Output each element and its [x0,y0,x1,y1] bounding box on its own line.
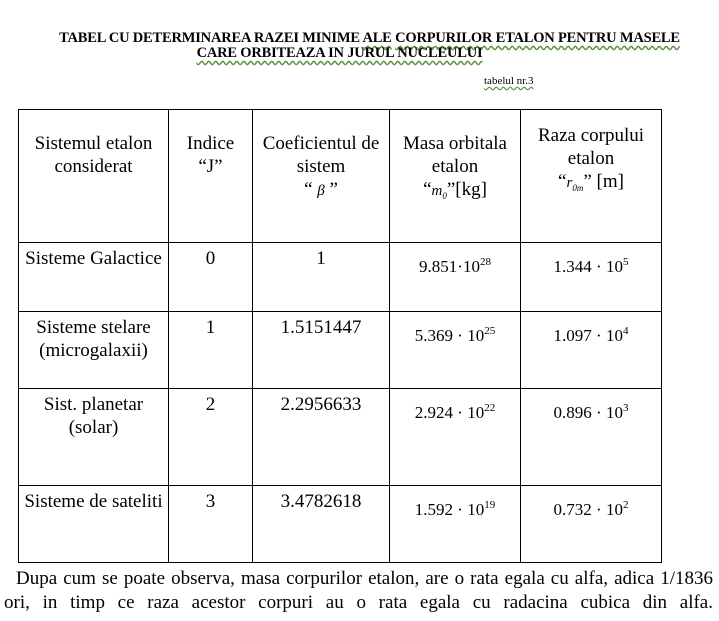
title-line2: CARE ORBITEAZA IN JURUL NUCLEULUI [196,45,483,61]
mass-symbol-subscript: 0 [442,191,447,201]
table-row [19,312,662,389]
header-coefficient-label: Coeficientul de sistem [262,133,380,177]
mass-mantissa: 9.851·10 [419,257,480,276]
mass-mantissa: 2.924 · 10 [414,403,485,422]
radius-exponent: 4 [622,325,629,337]
header-index-label: Indice [186,133,235,154]
conclusion-text: Dupa cum se poate observa, masa corpurilor etalon, are o rata egala cu alfa, adica 1/1836 ori, in timp ce raza acestor corpuri au o rata egala cu radacina cubica din alfa. [4,568,713,613]
radius-mantissa: 1.344 · 10 [553,257,623,276]
table-row [19,389,662,486]
mass-value [419,251,491,278]
cell-mass [390,312,521,389]
data-table [18,109,662,563]
cell-index: 0 [169,243,253,312]
cell-system: Sisteme de sateliti [19,486,169,563]
cell-coefficient: 1 [253,243,390,312]
cell-radius [521,312,662,389]
cell-mass [390,389,521,486]
cell-index: 1 [169,312,253,389]
header-coefficient-quote-close: ” [329,179,338,200]
header-radius-quote-open: “ [558,171,567,192]
conclusion-paragraph [0,567,719,615]
cell-coefficient: 1.5151447 [253,312,390,389]
header-mass-quote-open: “ [423,179,432,200]
header-mass-quote-close: ” [446,179,456,200]
header-mass [390,110,521,243]
header-mass-unit: [kg] [455,179,487,200]
table-reference: tabelul nr.3 [484,75,534,87]
radius-mantissa: 0.896 · 10 [553,403,623,422]
radius-symbol-letter: r [566,175,573,191]
radius-exponent: 3 [622,402,629,414]
cell-radius [521,486,662,563]
header-index-symbol: “J” [198,156,223,177]
header-coefficient [253,110,390,243]
radius-mantissa: 1.097 · 10 [553,326,623,345]
cell-system: Sist. planetar (solar) [19,389,169,486]
title-line1-wavy-word: ALE [362,30,392,46]
mass-value [415,397,495,424]
cell-mass [390,243,521,312]
radius-value [554,397,629,424]
mass-exponent: 28 [479,256,491,268]
radius-symbol-subscript: 0m [572,183,584,193]
radius-value [554,251,629,278]
title-line1-end: CORPURILOR ETALON PENTRU MASELE [395,30,680,46]
header-coefficient-quote-open: “ [304,179,313,200]
mass-exponent: 22 [484,402,496,414]
mass-value [415,494,495,521]
radius-mantissa: 0.732 · 10 [553,500,623,519]
table-header-row [19,110,662,243]
mass-exponent: 19 [484,499,496,511]
header-radius-unit: [m] [596,171,624,192]
mass-mantissa: 1.592 · 10 [414,500,485,519]
beta-symbol: β [317,183,325,199]
mass-symbol-letter: m [431,183,443,199]
radius-value [554,494,629,521]
table-row [19,243,662,312]
radius-exponent: 5 [622,256,629,268]
table-row [19,486,662,563]
header-radius-label: Raza corpului etalon [537,125,645,169]
cell-mass [390,486,521,563]
cell-radius [521,243,662,312]
header-radius-quote-close: ” [583,171,592,192]
mass-mantissa: 5.369 · 10 [414,326,485,345]
radius-exponent: 2 [622,499,629,511]
title-line1-start: TABEL CU DETERMINAREA RAZEI MINIME [59,30,360,46]
cell-system: Sisteme stelare (microgalaxii) [19,312,169,389]
header-mass-label: Masa orbitala etalon [403,133,507,177]
mass-exponent: 25 [484,325,496,337]
cell-radius [521,389,662,486]
header-system: Sistemul etalon considerat [19,110,169,243]
cell-index: 2 [169,389,253,486]
cell-system: Sisteme Galactice [19,243,169,312]
mass-value [415,320,495,347]
header-index [169,110,253,243]
radius-symbol [566,175,583,191]
cell-index: 3 [169,486,253,563]
header-radius [521,110,662,243]
mass-symbol [432,183,447,199]
radius-value [554,320,629,347]
cell-coefficient: 3.4782618 [253,486,390,563]
cell-coefficient: 2.2956633 [253,389,390,486]
document-title [20,31,719,61]
